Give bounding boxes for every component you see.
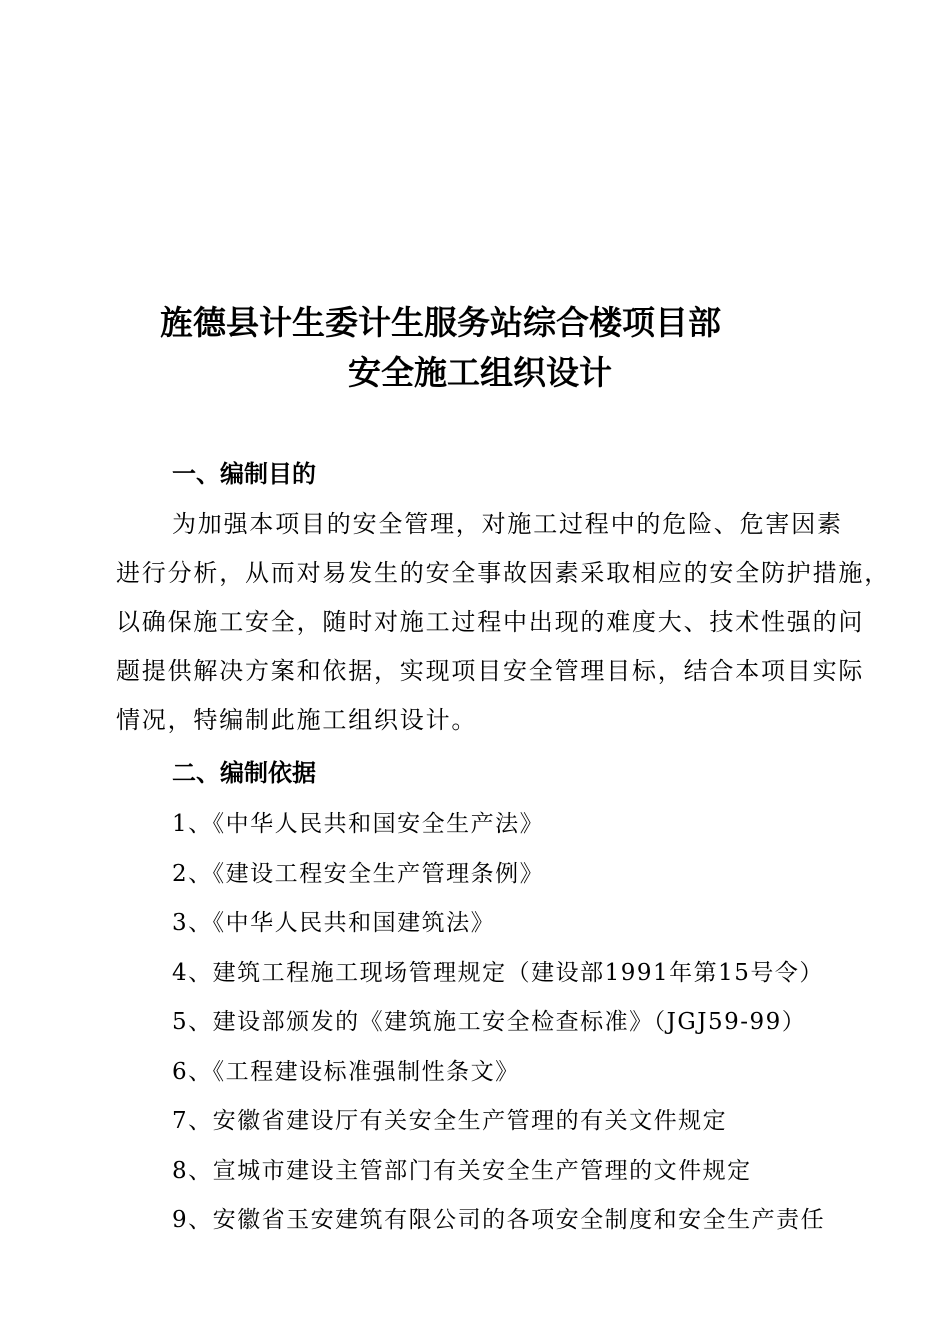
paragraph-line: 以确保施工安全，随时对施工过程中出现的难度大、技术性强的问	[116, 608, 865, 636]
list-item: 7、安徽省建设厅有关安全生产管理的有关文件规定	[172, 1108, 728, 1134]
list-item: 3、《中华人民共和国建筑法》	[172, 910, 496, 936]
document-title-line2: 安全施工组织设计	[348, 353, 612, 392]
list-item: 4、建筑工程施工现场管理规定（建设部1991年第15号令）	[172, 959, 824, 986]
paragraph-line: 进行分析，从而对易发生的安全事故因素采取相应的安全防护措施，	[116, 559, 890, 587]
list-item: 6、《工程建设标准强制性条文》	[172, 1058, 520, 1085]
purpose-paragraph	[116, 500, 890, 745]
basis-list	[172, 800, 825, 1246]
paragraph-line: 题提供解决方案和依据，实现项目安全管理目标，结合本项目实际	[116, 657, 865, 685]
section-heading-basis: 二、编制依据	[172, 759, 316, 787]
list-item: 8、宣城市建设主管部门有关安全生产管理的文件规定	[172, 1157, 752, 1184]
list-item: 5、建设部颁发的《建筑施工安全检查标准》（JGJ59-99）	[172, 1009, 807, 1035]
list-item: 9、安徽省玉安建筑有限公司的各项安全制度和安全生产责任	[172, 1207, 826, 1233]
list-item: 1、《中华人民共和国安全生产法》	[172, 811, 545, 837]
section-heading-purpose: 一、编制目的	[172, 460, 316, 488]
list-item: 2、《建设工程安全生产管理条例》	[172, 860, 545, 887]
paragraph-line: 为加强本项目的安全管理，对施工过程中的危险、危害因素	[172, 510, 843, 538]
document-title-line1: 旌德县计生委计生服务站综合楼项目部	[160, 303, 721, 342]
paragraph-line: 情况，特编制此施工组织设计。	[116, 706, 478, 734]
